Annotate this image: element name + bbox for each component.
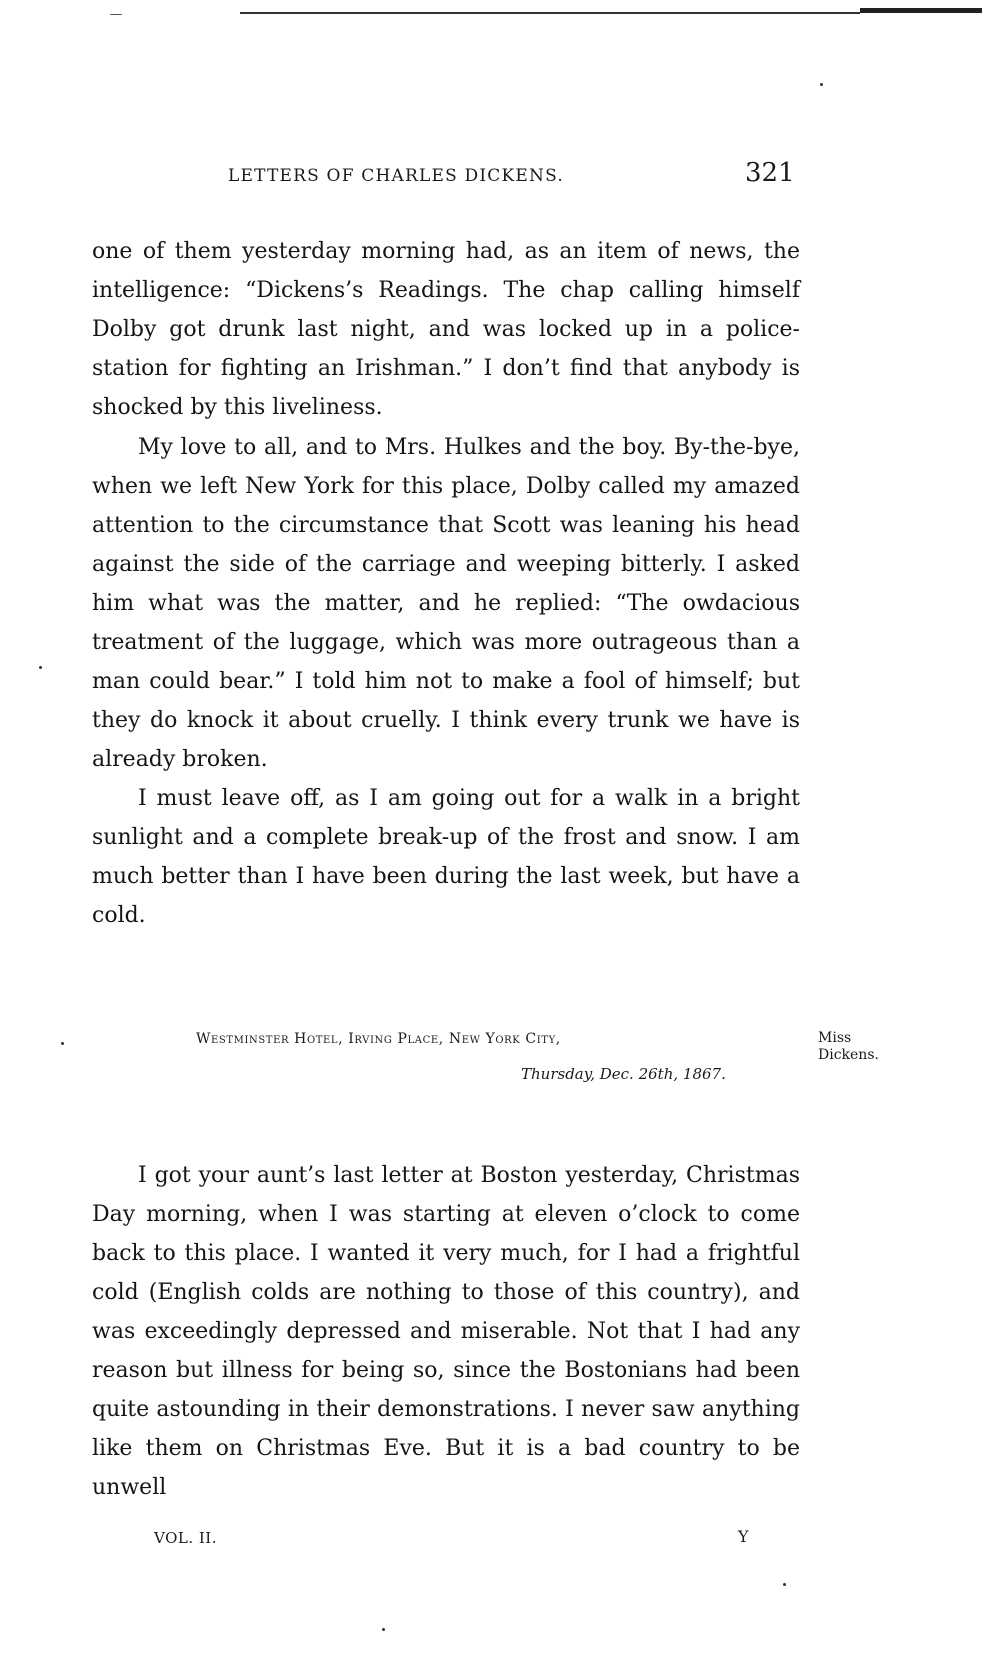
recipient-line: Miss <box>818 1030 852 1046</box>
scan-speck <box>783 1583 786 1586</box>
scan-speck <box>820 83 823 86</box>
paragraph: I must leave off, as I am going out for a walk in a bright sunlight and a complete break-up of the frost and snow. I am much better than I have been during the last week, but have a cold. <box>92 786 800 928</box>
top-edge-rule <box>240 12 860 14</box>
scan-speck <box>61 1042 64 1045</box>
volume-mark: VOL. II. <box>154 1529 217 1547</box>
letter-date: Thursday, Dec. 26th, 1867. <box>521 1065 726 1083</box>
running-head: LETTERS OF CHARLES DICKENS. <box>228 166 564 186</box>
letter-place: Westminster Hotel, Irving Place, New York City, <box>196 1031 561 1047</box>
page-number: 321 <box>745 158 795 188</box>
signature-mark: Y <box>738 1527 749 1546</box>
paragraph: I got your aunt’s last letter at Boston yesterday, Christmas Day morning, when I was starting at eleven o’clock to come back to this place. I wanted it very much, for I had a frightful cold (English colds are nothing to those of this country), and was exceedingly depressed and miserable. Not that I had any reason but illness for being so, since the Bostonians had been quite astounding in their demonstrations. I never saw anything like them on Christmas Eve. But it is a bad country to be unwell <box>92 1163 800 1500</box>
scan-speck <box>39 666 42 669</box>
scan-speck <box>382 1628 385 1631</box>
scan-mark <box>110 14 122 15</box>
recipient-side-note <box>818 1030 879 1064</box>
recipient-line: Dickens. <box>818 1047 879 1063</box>
top-edge-rule-thick <box>860 8 982 13</box>
paragraph: one of them yesterday morning had, as an item of news, the intelligence: “Dickens’s Readings. The chap calling himself Dolby got drunk last night, and was locked up in a police-station for fighting an Irishman.” I don’t find that anybody is shocked by this liveliness. <box>92 239 800 420</box>
paragraph: My love to all, and to Mrs. Hulkes and the boy. By-the-bye, when we left New York for this place, Dolby called my amazed attention to the circumstance that Scott was leaning his head against the side of the carriage and weeping bitterly. I asked him what was the matter, and he replied: “The owdacious treatment of the luggage, which was more outrageous than a man could bear.” I told him not to make a fool of himself; but they do knock it about cruelly. I think every trunk we have is already broken. <box>92 435 800 772</box>
